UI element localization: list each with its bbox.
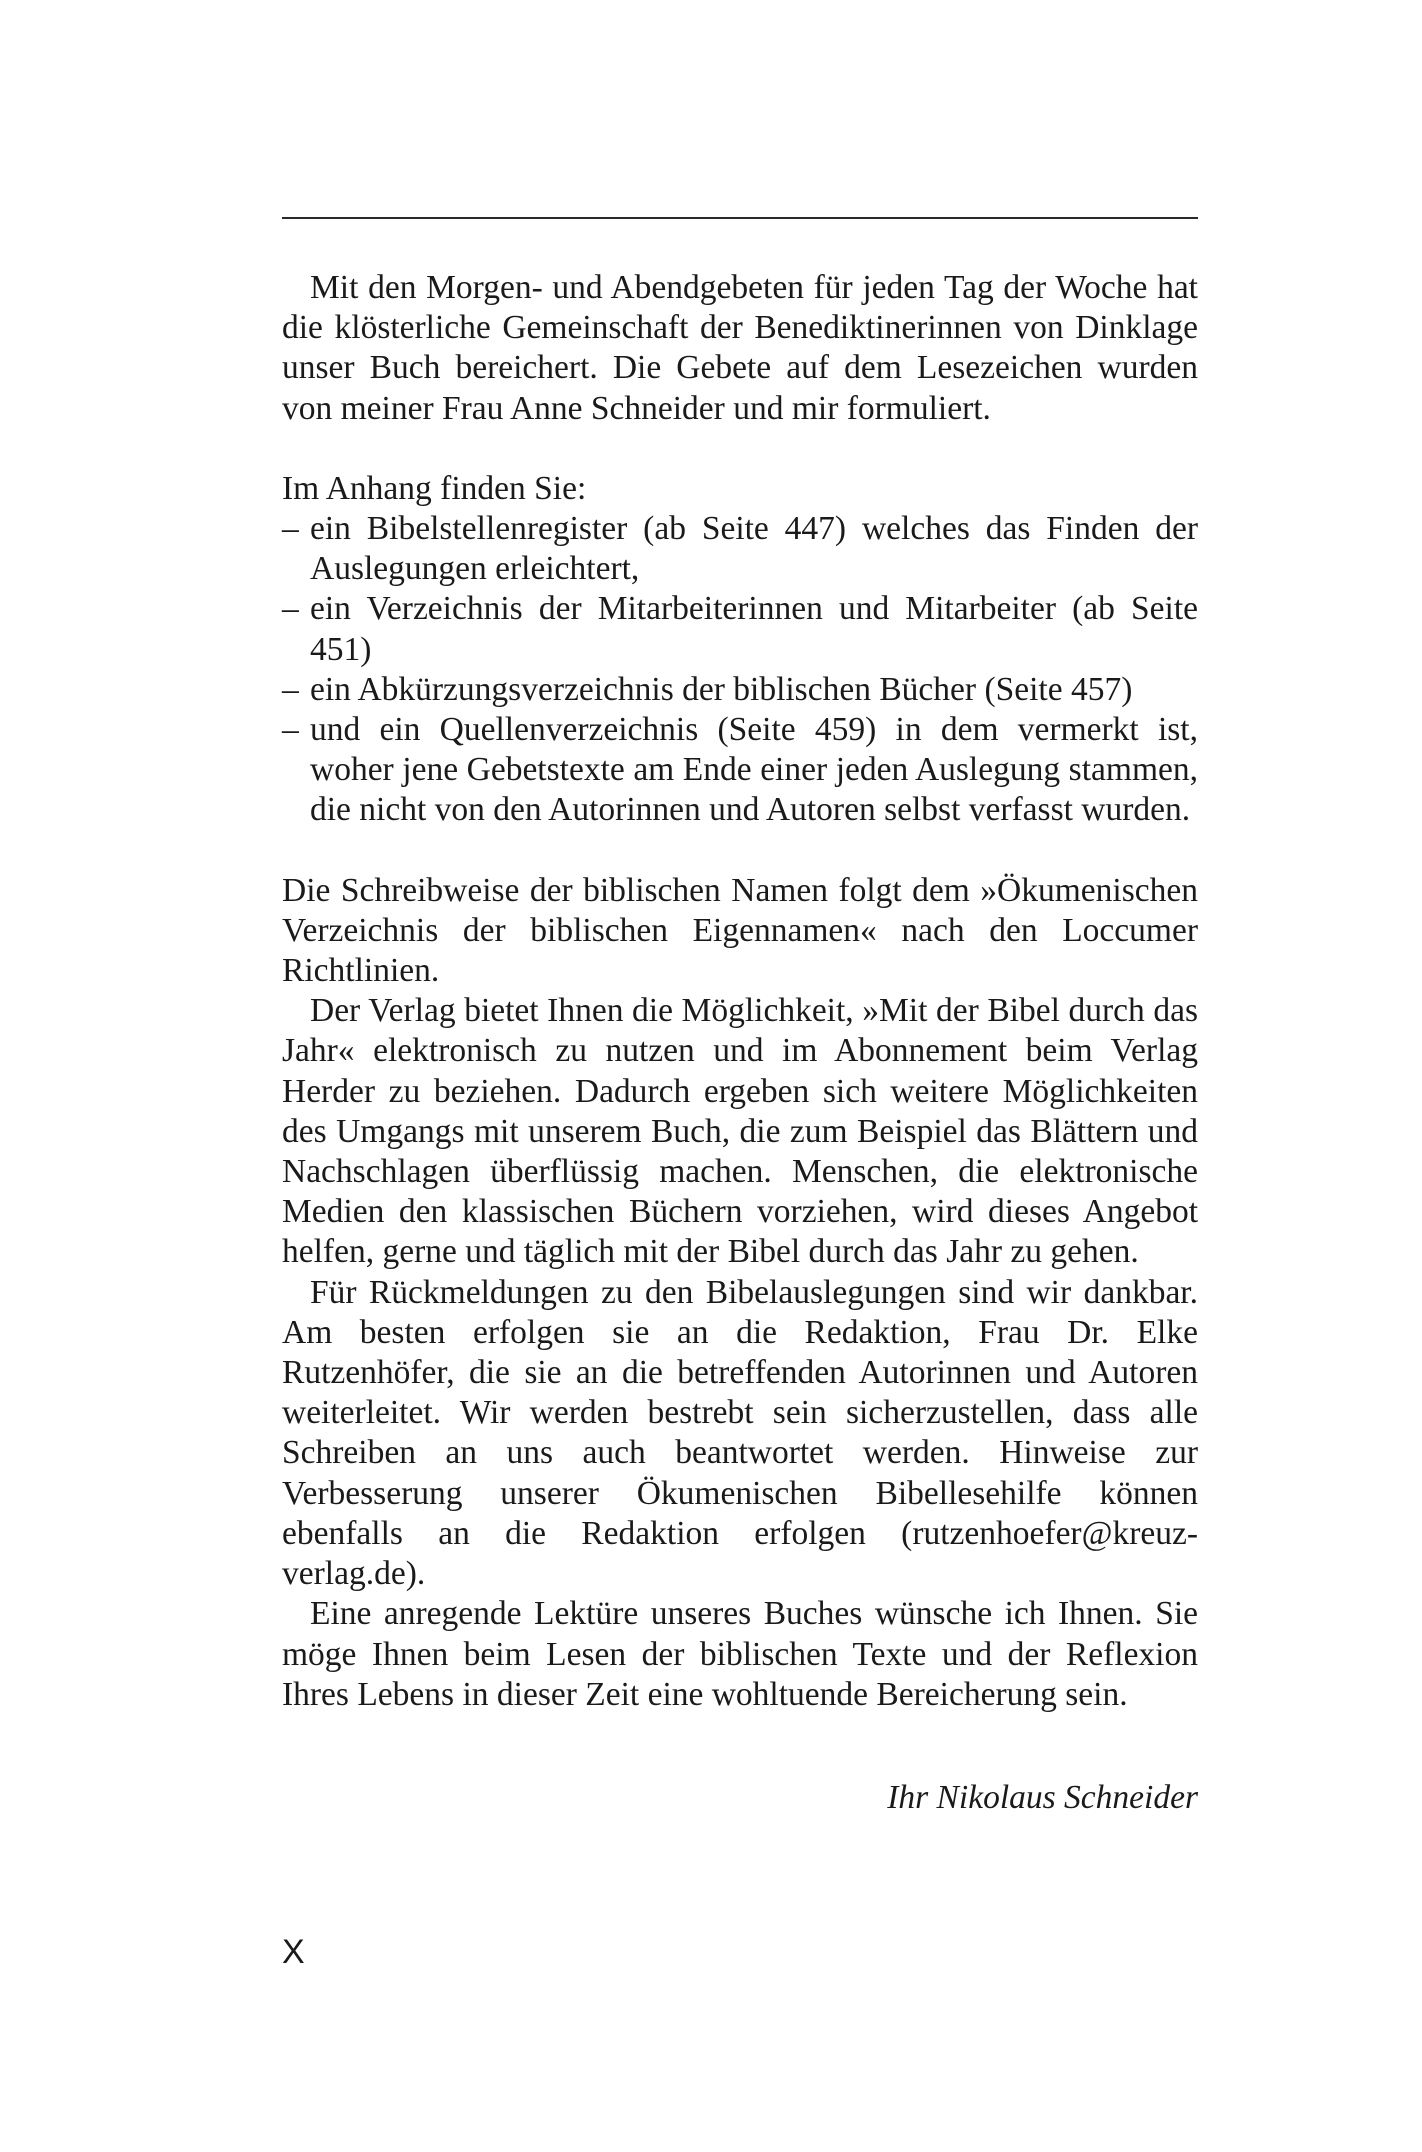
- paragraph-gap: [282, 831, 1198, 871]
- paragraph-names: Die Schreibweise der biblischen Namen folgt dem »Ökumenischen Verzeichnis der biblischen Eigennamen« nach den Loccumer Richtlinien.: [282, 871, 1198, 990]
- header-rule: [282, 217, 1198, 219]
- paragraph-gap: [282, 429, 1198, 469]
- appendix-item-text: ein Abkürzungsverzeichnis der biblischen Bücher (Seite 457): [310, 670, 1133, 708]
- appendix-item-text: ein Bibelstellenregister (ab Seite 447) welches das Finden der Auslegungen erleichtert,: [310, 510, 1198, 588]
- appendix-item-text: ein Verzeichnis der Mitarbeiterinnen und Mitarbeiter (ab Seite 451): [310, 590, 1198, 668]
- appendix-item: [282, 509, 1198, 589]
- dash-marker: –: [282, 670, 299, 708]
- appendix-item: [282, 589, 1198, 669]
- appendix-list: [282, 509, 1198, 831]
- dash-marker: –: [282, 510, 299, 548]
- body-text: [282, 268, 1198, 1715]
- appendix-item-text: und ein Quellenverzeichnis (Seite 459) in dem vermerkt ist, woher jene Gebetstexte am Ende einer jeden Auslegung stammen, die nicht von den Autorinnen und Autoren selbst verfasst wurden.: [310, 711, 1198, 829]
- paragraph-closing: Eine anregende Lektüre unseres Buches wünsche ich Ihnen. Sie möge Ihnen beim Lesen der biblischen Texte und der Reflexion Ihres Lebens in dieser Zeit eine wohltuende Bereicherung sein.: [282, 1595, 1198, 1713]
- paragraph-feedback: Für Rückmeldungen zu den Bibelauslegungen sind wir dankbar. Am besten erfolgen sie an die Redaktion, Frau Dr. Elke Rutzenhöfer, die sie an die betreffenden Autorinnen und Autoren weiterleitet. Wir werden bestrebt sein sicherzustellen, dass alle Schreiben an uns auch beantwortet werden. Hinweise zur Verbesserung unserer Ökumenischen Bibellesehilfe können ebenfalls an die Redaktion erfolgen (rutzenhoefer@kreuz-verlag.de).: [282, 1273, 1198, 1593]
- appendix-item: [282, 670, 1198, 710]
- dash-marker: –: [282, 711, 299, 749]
- signature: Ihr Nikolaus Schneider: [887, 1779, 1198, 1816]
- appendix-intro: Im Anhang finden Sie:: [282, 469, 587, 507]
- page-number: X: [282, 1933, 305, 1971]
- paragraph-publisher: Der Verlag bietet Ihnen die Möglichkeit, »Mit der Bibel durch das Jahr« elektronisch zu nutzen und im Abonnement beim Verlag Herder zu beziehen. Dadurch ergeben sich weitere Möglichkeiten des Umgangs mit unserem Buch, die zum Beispiel das Blättern und Nachschlagen überflüssig machen. Menschen, die elektronische Medien den klassischen Büchern vorziehen, wird dieses Angebot helfen, gerne und täglich mit der Bibel durch das Jahr zu gehen.: [282, 992, 1198, 1271]
- paragraph-prayers: Mit den Morgen- und Abendgebeten für jeden Tag der Woche hat die klösterliche Gemeinschaft der Benediktinerinnen von Dinklage unser Buch bereichert. Die Gebete auf dem Lesezeichen wurden von meiner Frau Anne Schneider und mir formuliert.: [282, 269, 1198, 427]
- dash-marker: –: [282, 590, 299, 628]
- appendix-item: [282, 710, 1198, 831]
